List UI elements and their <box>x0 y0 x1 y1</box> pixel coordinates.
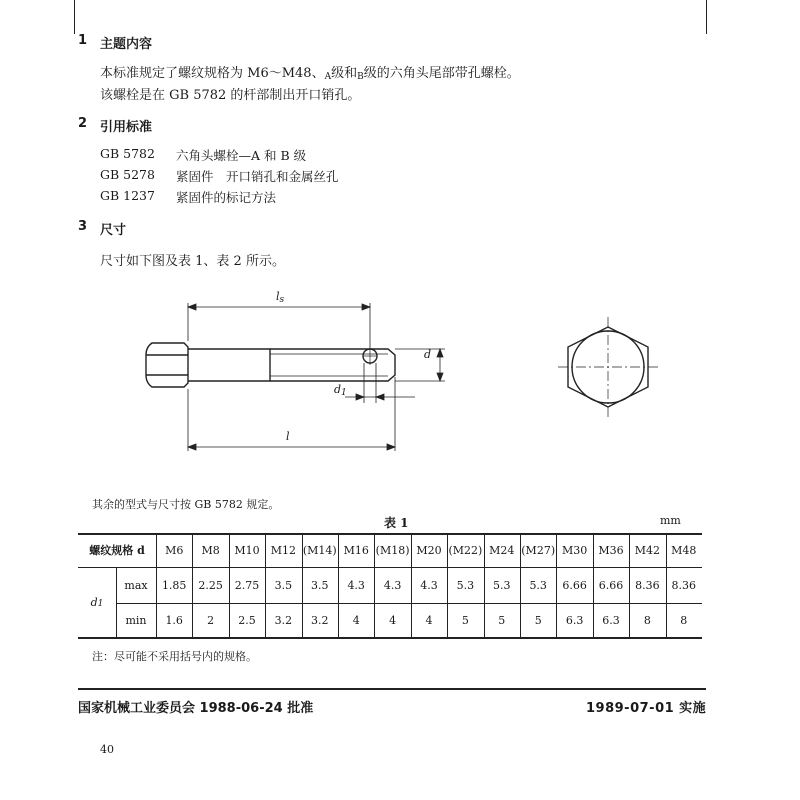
column-header: M8 <box>201 543 220 557</box>
page-number: 40 <box>100 743 114 756</box>
scope-line-2: 该螺栓是在 GB 5782 的杆部制出开口销孔。 <box>100 88 361 103</box>
section-2-number: 2 <box>78 116 88 131</box>
max-cell: 2.25 <box>198 578 223 592</box>
max-cell: 4.3 <box>383 578 402 592</box>
section-1-number: 1 <box>78 33 88 48</box>
min-cell: 5 <box>498 613 506 627</box>
max-cell: 1.85 <box>161 578 187 592</box>
footer-rule <box>78 688 706 690</box>
footer-implementation: 1989-07-01 实施 <box>586 701 707 716</box>
min-cell: 5 <box>461 613 469 627</box>
row-label-d1: d 1 <box>90 595 104 609</box>
column-header: M12 <box>270 543 297 557</box>
scope-line-1: 本标准规定了螺纹规格为 M6～M48、A级和B级的六角头尾部带孔螺栓。 <box>100 66 520 82</box>
column-header: M42 <box>634 543 661 557</box>
max-cell: 5.3 <box>456 578 475 592</box>
min-cell: 1.6 <box>165 613 183 627</box>
max-cell: 5.3 <box>493 578 511 592</box>
bolt-head-side <box>146 343 188 387</box>
max-cell: 6.66 <box>562 578 587 592</box>
table-note: 注：尽可能不采用括号内的规格。 <box>92 650 257 663</box>
other-note: 其余的型式与尺寸按 GB 5782 规定。 <box>92 498 280 511</box>
column-header: M6 <box>165 543 184 557</box>
min-cell: 2 <box>207 613 215 627</box>
max-cell: 5.3 <box>529 578 547 592</box>
min-cell: 6.3 <box>565 613 584 627</box>
reference-2-title: 紧固件 开口销孔和金属丝孔 <box>176 169 339 184</box>
dimensions-intro: 尺寸如下图及表 1、表 2 所示。 <box>100 254 285 269</box>
label-d1: d1 <box>334 383 347 398</box>
column-header: (M18) <box>375 543 410 557</box>
section-3-number: 3 <box>78 219 88 234</box>
header-label: 螺纹规格 d <box>89 544 145 557</box>
max-cell: 8.36 <box>635 578 660 592</box>
bolt-drawing <box>130 285 690 465</box>
column-header: (M14) <box>302 543 337 557</box>
min-cell: 2.5 <box>238 613 256 627</box>
max-cell: 3.5 <box>311 578 329 592</box>
max-cell: 4.3 <box>347 578 365 592</box>
bolt-shank <box>188 349 270 381</box>
min-label: min <box>125 613 147 627</box>
reference-3-code: GB 1237 <box>100 188 155 203</box>
reference-1-title: 六角头螺栓—A 和 B 级 <box>176 148 307 163</box>
max-label: max <box>124 578 148 592</box>
reference-3-title: 紧固件的标记方法 <box>176 190 277 205</box>
section-3-title: 尺寸 <box>100 223 127 238</box>
max-cell: 4.3 <box>420 578 438 592</box>
min-cell: 6.3 <box>602 613 620 627</box>
table-title: 表 1 <box>384 516 409 530</box>
min-cell: 5 <box>534 613 542 627</box>
min-cell: 4 <box>425 613 433 627</box>
column-header: (M27) <box>521 543 556 557</box>
reference-2-code: GB 5278 <box>100 167 155 182</box>
max-cell: 8.36 <box>671 578 697 592</box>
min-cell: 3.2 <box>274 613 293 627</box>
column-header: M16 <box>343 543 369 557</box>
min-cell: 3.2 <box>311 613 329 627</box>
label-ls: ls <box>276 290 285 305</box>
right-margin-rule <box>706 0 707 34</box>
min-cell: 8 <box>680 613 688 627</box>
min-cell: 4 <box>352 613 360 627</box>
column-header: M48 <box>671 543 697 557</box>
max-cell: 3.5 <box>274 578 293 592</box>
left-margin-rule <box>74 0 75 34</box>
section-1-title: 主题内容 <box>100 37 153 52</box>
table-unit: mm <box>660 514 681 527</box>
table-vline-label <box>116 567 117 637</box>
column-header: M20 <box>416 543 442 557</box>
column-header: M10 <box>234 543 260 557</box>
footer-approval: 国家机械工业委员会 1988-06-24 批准 <box>78 701 314 716</box>
column-header: M30 <box>561 543 588 557</box>
label-d: d <box>424 348 432 361</box>
column-header: M24 <box>489 543 515 557</box>
section-2-title: 引用标准 <box>100 120 153 135</box>
min-cell: 4 <box>389 613 397 627</box>
table-bottom-rule <box>78 637 702 639</box>
column-header: (M22) <box>448 543 483 557</box>
max-cell: 6.66 <box>598 578 624 592</box>
table-1 <box>78 533 702 638</box>
reference-1-code: GB 5782 <box>100 146 155 161</box>
label-l: l <box>286 430 290 443</box>
max-cell: 2.75 <box>234 578 260 592</box>
min-cell: 8 <box>643 613 651 627</box>
column-header: M36 <box>598 543 624 557</box>
